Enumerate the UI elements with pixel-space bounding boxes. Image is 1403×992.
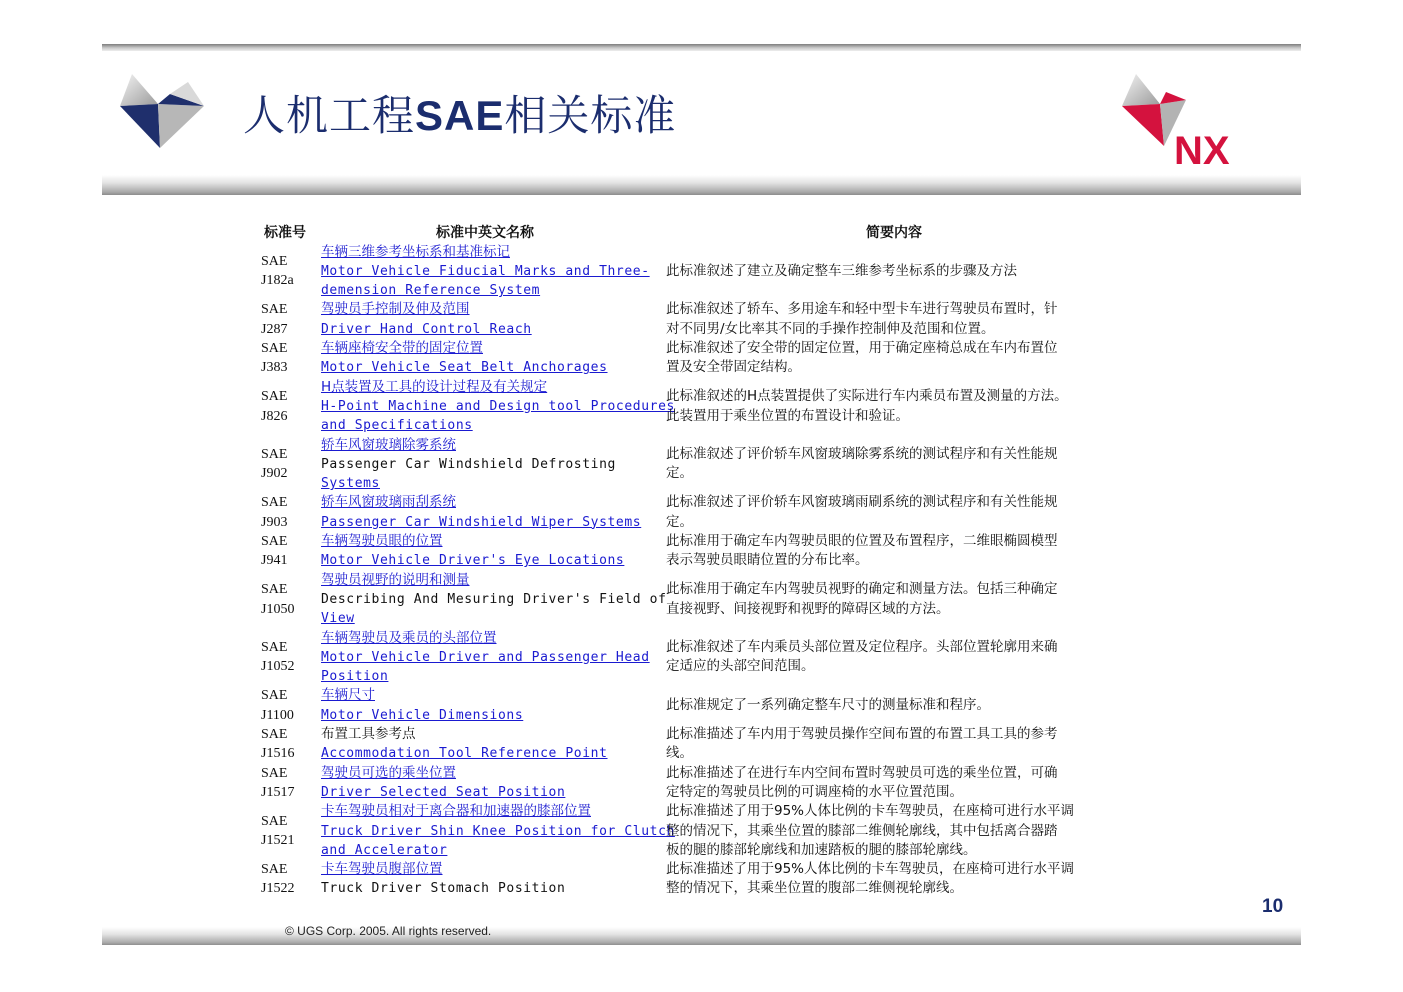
standard-description: 此标准规定了一系列确定整车尺寸的测量标准和程序。 [666,697,990,714]
standard-name-link[interactable]: Motor Vehicle Driver and Passenger Head [321,649,650,665]
column-header-name: 标准中英文名称 [436,225,534,241]
standard-description: 此标准叙述了建立及确定整车三维参考坐标系的步骤及方法 [666,262,1017,279]
standard-id: J902 [261,466,288,482]
standard-description: 此标准叙述了轿车、多用途车和轻中型卡车进行驾驶员布置时，针 [666,301,1058,318]
standard-name-link[interactable]: Accommodation Tool Reference Point [321,746,608,762]
standard-id: J1522 [261,881,295,897]
column-header-content: 简要内容 [866,225,922,241]
standard-name-link[interactable]: 车辆尺寸 [321,687,375,704]
column-header-id: 标准号 [264,225,306,241]
standard-name-link[interactable]: Systems [321,476,380,492]
standard-description: 板的腿的膝部轮廓线和加速踏板的腿的膝部轮廓线。 [666,841,977,858]
standard-id: J903 [261,514,288,530]
standard-description: 对不同男/女比率其不同的手操作控制伸及范围和位置。 [666,320,995,337]
standard-id: J383 [261,360,288,376]
standard-description: 此装置用于乘坐位置的布置设计和验证。 [666,407,909,424]
standard-name-link[interactable]: 驾驶员可选的乘坐位置 [321,764,456,781]
footer-rule [102,927,1301,945]
standard-name-link[interactable]: Driver Hand Control Reach [321,321,532,337]
standard-id: SAE [261,534,288,549]
standard-id: SAE [261,447,288,463]
standard-name: 布置工具参考点 [321,726,416,742]
standard-description: 定适应的头部空间范围。 [666,658,815,675]
copyright-text: © UGS Corp. 2005. All rights reserved. [285,924,492,938]
standard-description: 直接视野、间接视野和视野的障碍区域的方法。 [666,600,950,617]
standard-description: 此标准描述了车内用于驾驶员操作空间布置的布置工具工具的参考 [666,726,1058,742]
standard-id: SAE [261,688,288,704]
standard-name-link[interactable]: 驾驶员视野的说明和测量 [321,571,470,588]
standard-id: J1516 [261,746,295,762]
standard-id: SAE [261,727,288,742]
standard-description: 此标准叙述了安全带的固定位置，用于确定座椅总成在车内布置位 [666,340,1058,356]
standard-description: 此标准描述了用于95%人体比例的卡车驾驶员，在座椅可进行水平调 [666,803,1075,820]
standard-id: SAE [261,862,288,878]
standard-name-link[interactable]: H-Point Machine and Design tool Procedures [321,398,675,414]
standard-name-link[interactable]: Motor Vehicle Driver's Eye Locations [321,553,625,569]
standard-name-link[interactable]: Motor Vehicle Fiducial Marks and Three- [321,263,650,279]
standard-id: SAE [261,582,288,598]
standard-name: Truck Driver Stomach Position [321,881,566,897]
standard-name-link[interactable]: 轿车风窗玻璃除雾系统 [321,436,456,453]
standard-id: J1050 [261,601,295,617]
standard-description: 此标准用于确定车内驾驶员视野的确定和测量方法。包括三种确定 [666,581,1058,598]
standard-name-link[interactable]: Truck Driver Shin Knee Position for Clutch [321,823,675,839]
standard-description: 表示驾驶员眼睛位置的分布比率。 [666,552,869,569]
standard-name-link[interactable]: 卡车驾驶员相对于离合器和加速器的膝部位置 [321,803,591,820]
standard-name-link[interactable]: Motor Vehicle Seat Belt Anchorages [321,360,608,376]
standard-name-link[interactable]: and Specifications [321,418,473,434]
standard-name-link[interactable]: View [321,611,355,627]
standard-name-link[interactable]: 车辆驾驶员眼的位置 [321,533,443,549]
standard-id: SAE [261,389,288,405]
standard-description: 此标准用于确定车内驾驶员眼的位置及布置程序，二维眼椭圆模型 [666,533,1058,549]
standard-id: J182a [261,273,294,289]
standard-description: 此标准叙述的H点装置提供了实际进行车内乘员布置及测量的方法。 [666,388,1068,405]
standard-id: J1521 [261,833,295,849]
standard-id: SAE [261,495,288,511]
standard-name-link[interactable]: Driver Selected Seat Position [321,784,566,800]
standard-id: SAE [261,813,288,829]
standard-name-link[interactable]: Motor Vehicle Dimensions [321,707,524,723]
standard-id: J941 [261,553,288,569]
standard-id: SAE [261,341,288,356]
standard-description: 定。 [666,513,693,530]
page-number: 10 [1262,896,1284,917]
standard-name-link[interactable]: Position [321,669,389,685]
standard-name-link[interactable]: 车辆驾驶员及乘员的头部位置 [321,629,497,646]
slide-title: 人机工程SAE相关标准 [243,91,677,140]
standard-description: 定特定的驾驶员比例的可调座椅的水平位置范围。 [666,783,963,800]
standard-id: J1052 [261,659,295,675]
standard-name: Describing And Mesuring Driver's Field of [321,591,667,607]
standard-name-link[interactable]: H点装置及工具的设计过程及有关规定 [321,378,548,395]
standard-name-link[interactable]: 卡车驾驶员腹部位置 [321,861,443,878]
standard-description: 此标准叙述了车内乘员头部位置及定位程序。头部位置轮廓用来确 [666,639,1058,656]
standard-name-link[interactable]: 车辆三维参考坐标系和基准标记 [321,243,510,260]
standard-id: SAE [261,640,288,656]
standard-id: J287 [261,321,288,337]
standard-name-link[interactable]: demension Reference System [321,283,541,299]
standard-description: 此标准叙述了评价轿车风窗玻璃雨刷系统的测试程序和有关性能规 [666,494,1058,511]
standard-description: 整的情况下，其乘坐位置的腹部二维侧视轮廓线。 [666,880,963,897]
standard-description: 置及安全带固定结构。 [666,359,801,376]
standard-description: 线。 [666,745,693,762]
standard-name-link[interactable]: 轿车风窗玻璃雨刮系统 [321,494,456,511]
brand-text: NX [1174,129,1230,170]
standard-description: 此标准叙述了评价轿车风窗玻璃除雾系统的测试程序和有关性能规 [666,446,1058,463]
standard-id: J826 [261,408,288,424]
standard-id: J1517 [261,784,295,800]
standard-name-link[interactable]: 车辆座椅安全带的固定位置 [321,340,483,356]
standard-name-link[interactable]: Passenger Car Windshield Wiper Systems [321,514,642,530]
standard-id: SAE [261,765,288,781]
standard-id: SAE [261,254,288,270]
standard-id: J1100 [261,707,294,723]
standard-description: 此标准描述了在进行车内空间布置时驾驶员可选的乘坐位置，可确 [666,764,1058,781]
standard-description: 此标准描述了用于95%人体比例的卡车驾驶员，在座椅可进行水平调 [666,861,1075,878]
standard-name: Passenger Car Windshield Defrosting [321,456,616,472]
standard-id: SAE [261,302,288,318]
standard-name-link[interactable]: 驾驶员手控制及伸及范围 [321,301,470,318]
standard-description: 定。 [666,465,693,482]
standard-name-link[interactable]: and Accelerator [321,842,448,858]
standard-description: 整的情况下，其乘坐位置的膝部二维侧轮廓线，其中包括离合器踏 [666,822,1058,839]
